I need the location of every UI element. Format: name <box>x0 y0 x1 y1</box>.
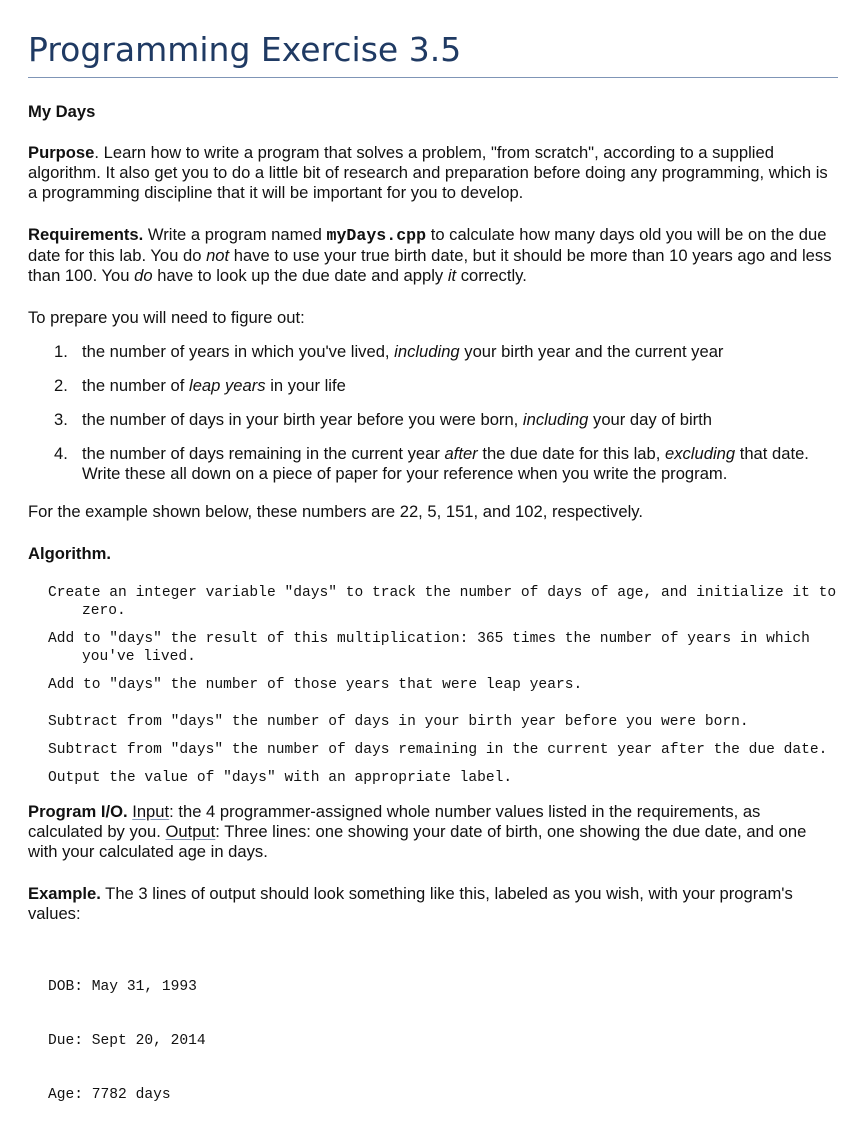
algorithm-step: Subtract from "days" the number of days remaining in the current year after the due date. <box>48 742 828 758</box>
requirements-text-5: correctly. <box>456 266 527 285</box>
algorithm-step: Add to "days" the result of this multiplication: 365 times the number of years in which you've lived. <box>48 631 819 665</box>
list-item-emphasis: excluding <box>664 444 736 463</box>
purpose-paragraph <box>28 143 838 203</box>
requirements-text-4: have to look up the due date and apply <box>152 266 448 285</box>
list-item-text: your day of birth <box>588 410 713 429</box>
list-item-number: 4. <box>54 444 68 463</box>
list-item <box>28 444 838 484</box>
example-output-line: DOB: May 31, 1993 <box>48 979 197 995</box>
requirements-text-2: to calculate how many days old you will be on the due date for this lab. You do <box>28 225 827 265</box>
requirements-text-1: Write a program named <box>143 225 327 244</box>
requirements-emphasis-do: do <box>134 266 153 285</box>
prepare-intro: To prepare you will need to figure out: <box>28 308 305 327</box>
algorithm-step: Subtract from "days" the number of days in your birth year before you were born. <box>48 714 749 730</box>
list-item-emphasis: leap years <box>189 376 266 395</box>
page-title: Programming Exercise 3.5 <box>28 30 838 78</box>
example-output-line: Age: 7782 days <box>48 1087 171 1103</box>
list-item-text: the number of days in your birth year before you were born, <box>82 410 523 429</box>
requirements-text-3: have to use your true birth date, but it should be more than 10 years ago and less than 100. You <box>28 246 832 285</box>
algorithm-step: Output the value of "days" with an appropriate label. <box>48 770 513 786</box>
algorithm-label: Algorithm. <box>28 544 111 563</box>
list-item-text: the number of days remaining in the current year <box>82 444 445 463</box>
example-output-line: Due: Sept 20, 2014 <box>48 1033 206 1049</box>
document-page <box>28 30 845 1140</box>
program-io-paragraph <box>28 802 838 862</box>
output-text: : Three lines: one showing your date of birth, one showing the due date, and one with your calculated age in days. <box>28 822 807 861</box>
purpose-text: . Learn how to write a program that solves a problem, "from scratch", according to a supplied algorithm. It also get you to do a little bit of research and preparation before doing any programming, which is a programming discipline that it will be important for you to develop. <box>28 143 828 202</box>
list-item-number: 2. <box>54 376 68 395</box>
example-paragraph <box>28 884 838 924</box>
example-numbers-text: For the example shown below, these numbers are 22, 5, 151, and 102, respectively. <box>28 502 643 521</box>
list-item-text: that date. Write these all down on a piece of paper for your reference when you write the program. <box>82 444 809 483</box>
algorithm-step: Add to "days" the number of those years that were leap years. <box>48 677 583 693</box>
input-text: : the 4 programmer-assigned whole number values listed in the requirements, as calculated by you. <box>28 802 761 841</box>
example-output-block <box>48 942 838 1140</box>
list-item-emphasis: including <box>394 342 460 361</box>
list-item <box>28 410 838 430</box>
list-item <box>28 376 838 396</box>
list-item-number: 3. <box>54 410 68 429</box>
algorithm-heading <box>28 544 838 564</box>
program-filename: myDays.cpp <box>326 226 427 245</box>
list-item-text: the number of <box>82 376 190 395</box>
requirements-paragraph <box>28 225 838 286</box>
section-title-text: My Days <box>28 102 96 121</box>
example-text: The 3 lines of output should look something like this, labeled as you wish, with your program's values: <box>28 884 793 923</box>
requirements-emphasis-it: it <box>447 266 457 285</box>
input-label: Input <box>132 802 170 821</box>
list-item-text: the due date for this lab, <box>477 444 665 463</box>
list-item-emphasis: after <box>444 444 478 463</box>
list-item <box>28 342 838 362</box>
list-item-text: the number of years in which you've lived, <box>82 342 395 361</box>
requirements-emphasis-not: not <box>206 246 230 265</box>
list-item-number: 1. <box>54 342 68 361</box>
algorithm-step: Create an integer variable "days" to track the number of days of age, and initialize it to zero. <box>48 585 845 619</box>
list-item-text: your birth year and the current year <box>459 342 724 361</box>
list-item-emphasis: including <box>522 410 589 429</box>
section-title <box>28 102 838 122</box>
algorithm-steps <box>48 584 845 787</box>
purpose-label: Purpose <box>28 143 95 162</box>
list-item-text: in your life <box>265 376 346 395</box>
requirements-label: Requirements. <box>28 225 144 244</box>
program-io-label: Program I/O. <box>28 802 128 821</box>
example-label: Example. <box>28 884 101 903</box>
output-label: Output <box>165 822 216 841</box>
preparation-list <box>28 342 838 484</box>
